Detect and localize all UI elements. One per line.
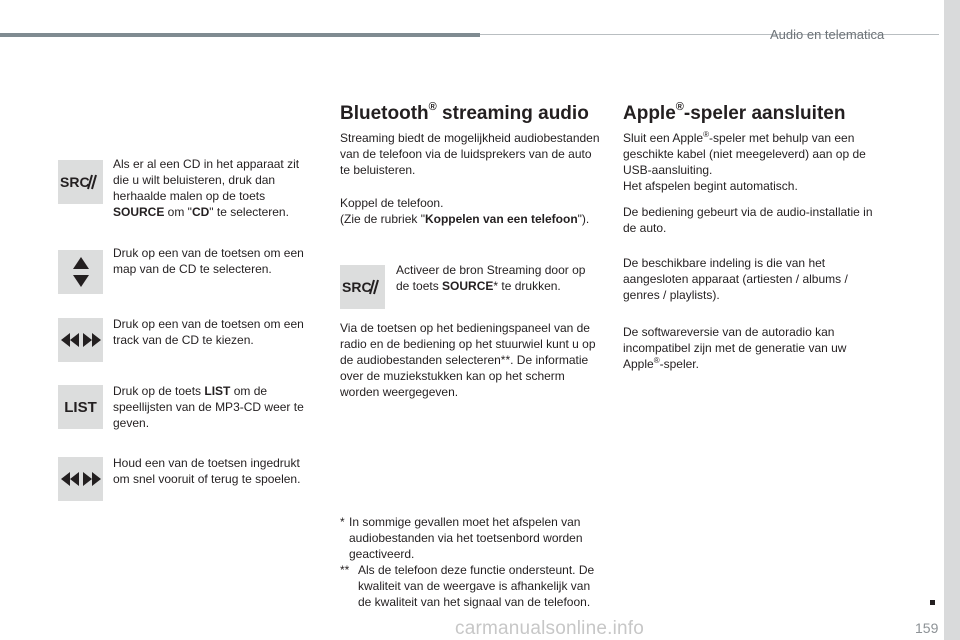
apple-software-text: De softwareversie van de autoradio kan incompatibel zijn met de generatie van uw Apple®-speler. <box>623 325 847 371</box>
header-rule <box>0 33 480 37</box>
apple-controls-text: De bediening gebeurt via de audio-installatie in de auto. <box>623 205 873 235</box>
apple-connect-text: Sluit een Apple®-speler met behulp van een geschikte kabel (niet meegeleverd) aan op de USB-aansluiting. Het afspelen begint automatisch. <box>623 130 866 193</box>
watermark: carmanualsonline.info <box>455 618 645 639</box>
playlist-instructions: Druk op de toets LIST om de speellijsten van de MP3-CD weer te geven. <box>113 384 304 430</box>
page-margin-band <box>944 0 960 640</box>
track-select-instructions: Druk op een van de toetsen om een track van de CD te kiezen. <box>113 317 304 347</box>
page-marker <box>930 600 935 605</box>
bluetooth-heading: Bluetooth® streaming audio <box>340 101 589 124</box>
list-icon <box>58 385 103 429</box>
footnote-double: ** Als de telefoon deze functie ondersteunt. De kwaliteit van de weergave is afhankelijk van de kwaliteit van het signaal van de telefoon. <box>340 563 595 609</box>
src-icon <box>340 265 385 309</box>
up-down-arrows-icon <box>58 250 103 294</box>
apple-heading: Apple®-speler aansluiten <box>623 101 846 124</box>
streaming-intro: Streaming biedt de mogelijkheid audiobestanden van de telefoon via de luidsprekers van de auto te beluisteren. <box>340 131 600 177</box>
activate-streaming-text: Activeer de bron Streaming door op de toets SOURCE* te drukken. <box>396 263 586 293</box>
footnote-single: * In sommige gevallen moet het afspelen van audiobestanden via het toetsenbord worden geactiveerd. <box>340 515 583 561</box>
fast-forward-instructions: Houd een van de toetsen ingedrukt om snel vooruit of terug te spoelen. <box>113 456 301 486</box>
prev-next-icon <box>58 457 103 501</box>
src-icon-label: SRC <box>341 279 372 295</box>
src-icon <box>58 160 103 204</box>
folder-select-instructions: Druk op een van de toetsen om een map van de CD te selecteren. <box>113 246 304 276</box>
prev-next-icon <box>58 318 103 362</box>
controls-info-text: Via de toetsen op het bedieningspaneel van de radio en de bediening op het stuurwiel kunt u op de audiobestanden selecteren**. De informatie over de muziekstukken kan op het scherm worden weergegeven. <box>340 321 596 399</box>
src-icon-label: SRC <box>59 174 90 190</box>
pair-phone-text: Koppel de telefoon. (Zie de rubriek "Koppelen van een telefoon"). <box>340 196 590 226</box>
cd-source-instructions: Als er al een CD in het apparaat zit die u wilt beluisteren, druk dan herhaalde malen op de toets SOURCE om "CD" te selecteren. <box>113 157 300 219</box>
apple-format-text: De beschikbare indeling is die van het aangesloten apparaat (artiesten / albums / genres / playlists). <box>623 256 848 302</box>
section-title: Audio en telematica <box>770 27 885 42</box>
page-number: 159 <box>915 620 939 636</box>
list-icon-label: LIST <box>64 398 97 416</box>
